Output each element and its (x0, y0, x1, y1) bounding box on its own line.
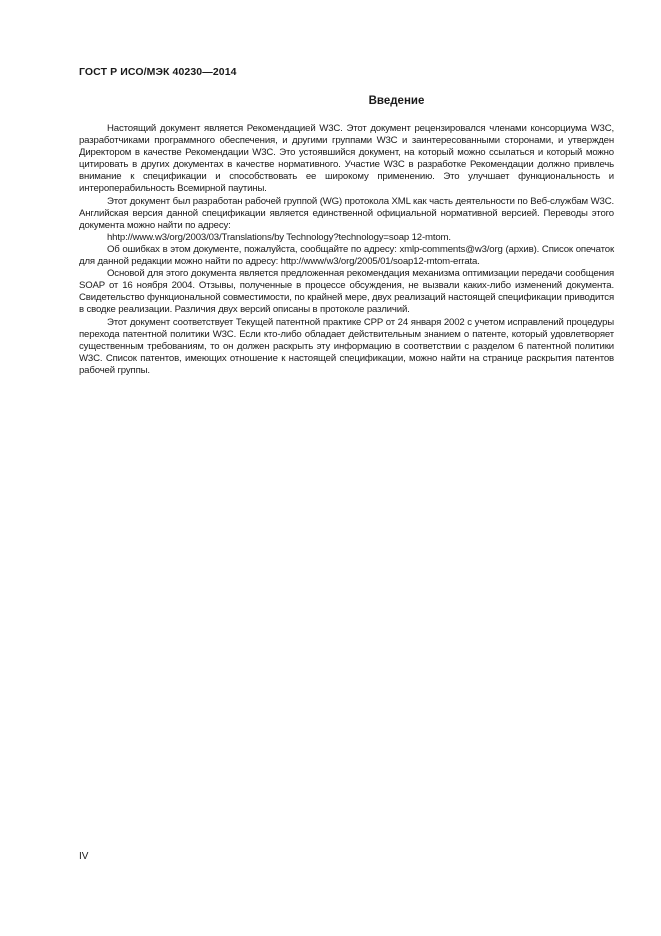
introduction-body (79, 123, 614, 377)
paragraph-recommendation-status: Настоящий документ является Рекомендацией W3C. Этот документ рецензировался членами консорциума W3C, разработчиками программного обеспечения, и другими группами W3C и заинтересованными сторонами, и утвержден Директором в качестве Рекомендации W3C. Это устоявшийся документ, на который можно ссылаться и который можно цитировать в других документах в качестве нормативного. Участие W3C в разработке Рекомендации должно привлечь внимание к спецификации и способствовать ее широкому применению. Это улучшает функциональность и интероперабильность Всемирной паутины. (79, 123, 614, 195)
section-title: Введение (368, 95, 425, 107)
page-number: IV (79, 851, 89, 862)
document-standard-number: ГОСТ Р ИСО/МЭК 40230—2014 (79, 66, 237, 78)
paragraph-errata: Об ошибках в этом документе, пожалуйста, сообщайте по адресу: xmlp-comments@w3/org (архив). Список опечаток для данной редакции можно найти по адресу: http://www/w3/org/2005/01/soap12-mtom-errata. (79, 243, 614, 268)
paragraph-patent-policy: Этот документ соответствует Текущей патентной практике CPP от 24 января 2002 с учетом исправлений процедуры перехода патентной политики W3C. Если кто-либо обладает действительным знанием о патенте, который удовлетворяет существенным требованиям, то он должен раскрыть эту информацию в соответствии с разделом 6 патентной политики W3C. Список патентов, имеющих отношение к настоящей спецификации, можно найти на странице раскрытия патентов рабочей группы. (79, 316, 614, 376)
paragraph-working-group: Этот документ был разработан рабочей группой (WG) протокола XML как часть деятельности по Веб-службам W3C. Английская версия данной спецификации является единственной официальной нормативной версией. Переводы этого документа можно найти по адресу: (79, 195, 614, 231)
paragraph-basis: Основой для этого документа является предложенная рекомендация механизма оптимизации передачи сообщения SOAP от 16 ноября 2004. Отзывы, полученные в процессе обсуждения, не вызвали каких-либо изменений документа. Свидетельство функциональной совместимости, по крайней мере, двух реализаций настоящей спецификации приводится в сводке реализации. Различия двух версий описаны в протоколе различий. (79, 268, 614, 316)
paragraph-translations-url: hhtp://www.w3/org/2003/03/Translations/by Technology?technology=soap 12-mtom. (107, 231, 451, 243)
